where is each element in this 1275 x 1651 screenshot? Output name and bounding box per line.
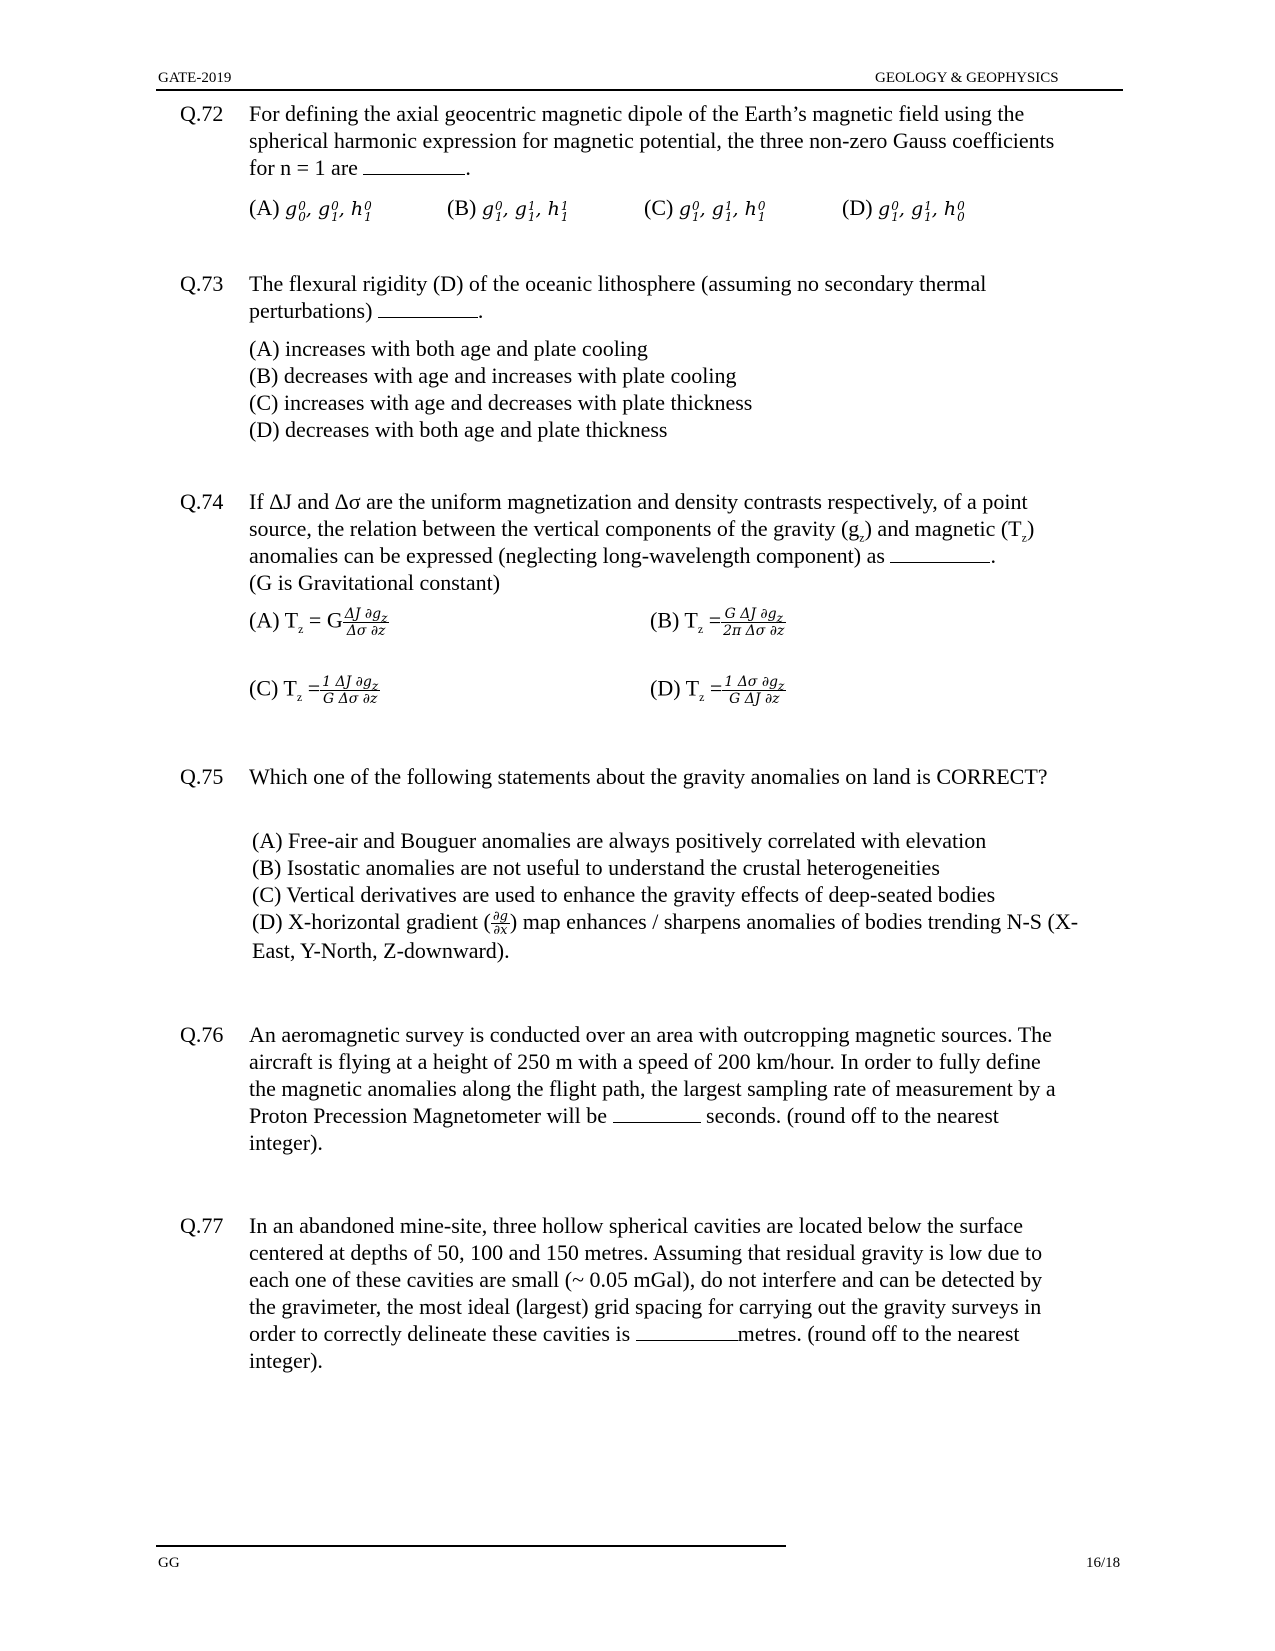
answer-blank — [636, 1320, 738, 1341]
option-b: (B) g 0 1 , g 1 1 , h 1 1 — [447, 195, 569, 224]
footer-page-number: 16/18 — [1086, 1555, 1121, 1571]
header-exam-title: GATE-2019 — [158, 70, 232, 86]
question-number: Q.76 — [180, 1022, 224, 1047]
footer-rule — [156, 1545, 786, 1547]
header-rule — [156, 89, 1123, 91]
option-d: (D) decreases with both age and plate thickness — [249, 417, 668, 442]
question-number: Q.77 — [180, 1213, 224, 1238]
options — [252, 827, 1078, 964]
option-a: (A) increases with both age and plate cooling — [249, 336, 648, 361]
options — [249, 335, 752, 443]
answer-blank — [363, 154, 465, 175]
option-b: (B) decreases with age and increases with plate cooling — [249, 363, 737, 388]
option-a: (A) $T_z = G$ $\frac{\Delta J \partial g_z}{\Delta\sigma \partial z}$ — [249, 606, 388, 639]
question-text: Which one of the following statements about the gravity anomalies on land is CORRECT? — [249, 764, 1048, 789]
question-number: Q.74 — [180, 489, 224, 514]
option-a: (A) Free-air and Bouguer anomalies are always positively correlated with elevation — [252, 828, 987, 853]
question-text: If ΔJ and Δσ are the uniform magnetization and density contrasts respectively, of a point source, the relation between the vertical components of the gravity $(g_z)$ and magnetic $(T_z)$ anomalies can be expressed (neglecting long-wavelength component) as . (G is Gravitational constant) — [249, 489, 1035, 595]
question-text: In an abandoned mine-site, three hollow spherical cavities are located below the surface centered at depths of 50, 100 and 150 metres. Assuming that residual gravity is low due to each one of these cavities are small (~ 0.05 mGal), do not interfere and can be detected by the gravimeter, the most ideal (largest) grid spacing for carrying out the gravity surveys in order to correctly delineate these cavities is metres. (round off to the nearest integer). — [249, 1213, 1043, 1373]
question-text: For defining the axial geocentric magnetic dipole of the Earth’s magnetic field using the spherical harmonic expression for magnetic potential, the three non-zero Gauss coefficients for n = 1 are . — [249, 101, 1055, 180]
answer-blank — [378, 297, 478, 318]
question-number: Q.72 — [180, 101, 224, 126]
option-c: (C) Vertical derivatives are used to enhance the gravity effects of deep-seated bodies — [252, 882, 996, 907]
options — [249, 194, 1149, 224]
option-c: (C) $T_z$ = $\frac{1 \Delta J \partial g_z}{\text{G Δσ ∂z}}$ — [249, 674, 379, 707]
option-b: (B) $T_z$ = $\frac{G \Delta J \partial g_z}{\text{2π Δσ ∂z}}$ — [650, 606, 785, 639]
question-text: An aeromagnetic survey is conducted over an area with outcropping magnetic sources. The aircraft is flying at a height of 250 m with a speed of 200 km/hour. In order to fully define the magnetic anomalies along the flight path, the largest sampling rate of measurement by a Proton Precession Magnetometer will be seconds. (round off to the nearest integer). — [249, 1022, 1056, 1155]
option-d-continued: East, Y-North, Z-downward). — [252, 938, 510, 964]
option-c: (C) g 0 1 , g 1 1 , h 0 1 — [644, 195, 766, 224]
answer-blank — [613, 1102, 701, 1123]
answer-blank — [890, 542, 990, 563]
option-d: (D) $T_z$ = $\frac{1 \Delta\sigma \partial g_z}{\text{G ΔJ ∂z}}$ — [650, 674, 785, 707]
question-text: The flexural rigidity (D) of the oceanic lithosphere (assuming no secondary thermal perturbations) . — [249, 271, 987, 323]
header-subject: GEOLOGY & GEOPHYSICS — [875, 70, 1059, 86]
option-b: (B) Isostatic anomalies are not useful to understand the crustal heterogeneities — [252, 855, 940, 880]
footer-paper-code: GG — [158, 1555, 180, 1571]
option-a: (A) g 0 0 , g 0 1 , h 0 1 — [249, 195, 372, 224]
option-d: (D) X-horizontal gradient ( $\frac{\partial g}{\partial x}$ ) map enhances / sharpens anomalies of bodies trending N-S (X- — [252, 909, 1079, 939]
question-number: Q.73 — [180, 271, 224, 296]
option-c: (C) increases with age and decreases with plate thickness — [249, 390, 753, 415]
option-d: (D) g 0 1 , g 1 1 , h 0 0 — [842, 195, 965, 224]
question-number: Q.75 — [180, 764, 224, 789]
